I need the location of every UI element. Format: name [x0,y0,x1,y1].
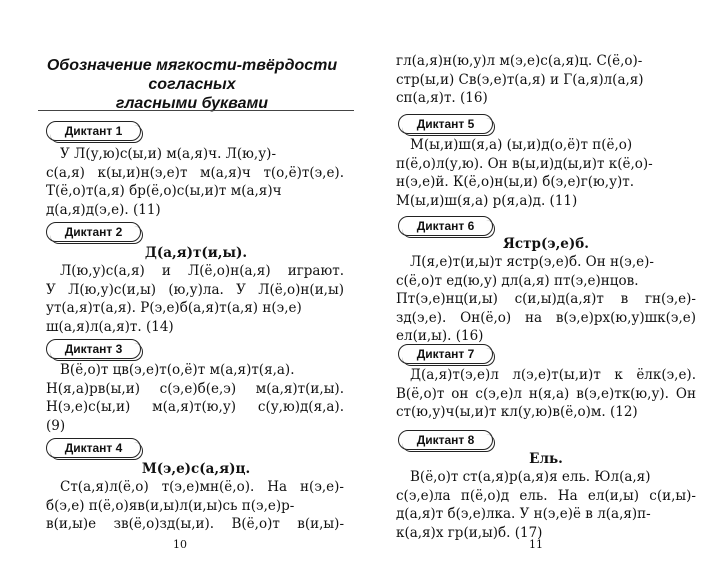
dictation-5-text: М(ы,и)ш(я,а) (ы,и)д(о,ё)т п(ё,о) п(ё,о)л(у,ю). Он в(ы,и)д(ы,и)т к(ё,о)- н(э,е)й. К(ё,о)н(ы,и) б(э,е)г(ю,у)т. М(ы,и)ш(я,а) р(я,а)д. (11) [396,137,653,209]
dictation-4-title: М(э,е)с(а,я)ц. [141,461,251,477]
dictation-4-text: Ст(а,я)л(ё,о) т(э,е)мн(ё,о). На н(э,е)- б(э,е) п(ё,о)яв(и,ы)л(и,ы)сь п(э,е)р- в(и,ы)е зв(ё,о)зд(ы,и). В(ё,о)т в(и,ы)- [46,479,344,532]
page-number-left: 10 [173,538,187,551]
dictation-2-text: Л(ю,у)с(а,я) и Л(ё,о)н(а,я) играют. У Л(ю,у)с(и,ы) (ю,у)ла. У Л(ё,о)н(и,ы) ут(а,я)т(а,я). Р(э,е)б(а,я)т(а,я) н(э,е) ш(а,я)л(а,я)т. (14) [46,263,344,335]
dictation-1-badge: Диктант 1 [46,121,141,141]
dictation-6-text: Л(я,е)т(и,ы)т ястр(э,е)б. Он н(э,е)- с(ё,о)т ед(ю,у) дл(а,я) пт(э,е)нцов. Пт(э,е)нц(и,ы) с(и,ы)д(а,я)т в гн(э,е)- зд(э,е). Он(ё,о) на в(э,е)рх(ю,у)шк(э,е) ел(и,ы). (16) [396,254,696,344]
dictation-4-badge: Диктант 4 [46,438,141,458]
dictation-5-badge: Диктант 5 [398,114,493,134]
dictation-1-text: У Л(у,ю)с(ы,и) м(а,я)ч. Л(ю,у)- с(а,я) к(ы,и)н(э,е)т м(а,я)ч т(о,ё)т(э,е). Т(ё,о)т(а,я) бр(ё,о)с(ы,и)т м(а,я)ч д(а,я)д(э,е). (11) [46,146,344,218]
dictation-7-badge: Диктант 7 [398,344,493,364]
dictation-2-badge: Диктант 2 [46,222,141,242]
section-title: Обозначение мягкости-твёрдости согласных гласными буквами [46,57,338,112]
dictation-3-text: В(ё,о)т цв(э,е)т(о,ё)т м(а,я)т(я,а). Н(я,а)рв(ы,и) с(э,е)б(е,э) м(а,я)т(и,ы). Н(э,е)с(ы,и) м(а,я)т(ю,у) с(у,ю)д(я,а). (9) [46,362,344,434]
title-divider [38,110,354,111]
dictation-6-title: Ястр(э,е)б. [503,236,589,252]
dictation-8-badge: Диктант 8 [398,430,493,450]
dictation-3-badge: Диктант 3 [46,339,141,359]
dictation-2-title: Д(а,я)т(и,ы). [144,245,248,261]
page-number-right: 11 [529,538,543,551]
dictation-6-badge: Диктант 6 [398,216,493,236]
right-page [362,0,724,584]
dictation-4-continuation: гл(а,я)н(ю,у)л м(э,е)с(а,я)ц. С(ё,о)- стр(ы,и) Св(э,е)т(а,я) и Г(а,я)л(а,я) сп(а,я)т. (16) [396,53,644,106]
dictation-7-text: Д(а,я)т(э,е)л л(э,е)т(ы,и)т к ёлк(э,е). В(ё,о)т он с(э,е)л н(я,а) в(э,е)тк(ю,у). Он ст(ю,у)ч(ы,и)т кл(у,ю)в(ё,о)м. (12) [396,367,696,420]
dictation-8-text: В(ё,о)т ст(а,я)р(а,я)я ель. Юл(а,я) с(э,е)ла п(ё,о)д ель. На ел(и,ы) с(и,ы)- д(а,я)т б(э,е)лка. У н(э,е)ё в л(а,я)п- к(а,я)х гр(и,ы)б. (17) [396,469,696,541]
dictation-8-title: Ель. [529,451,563,467]
